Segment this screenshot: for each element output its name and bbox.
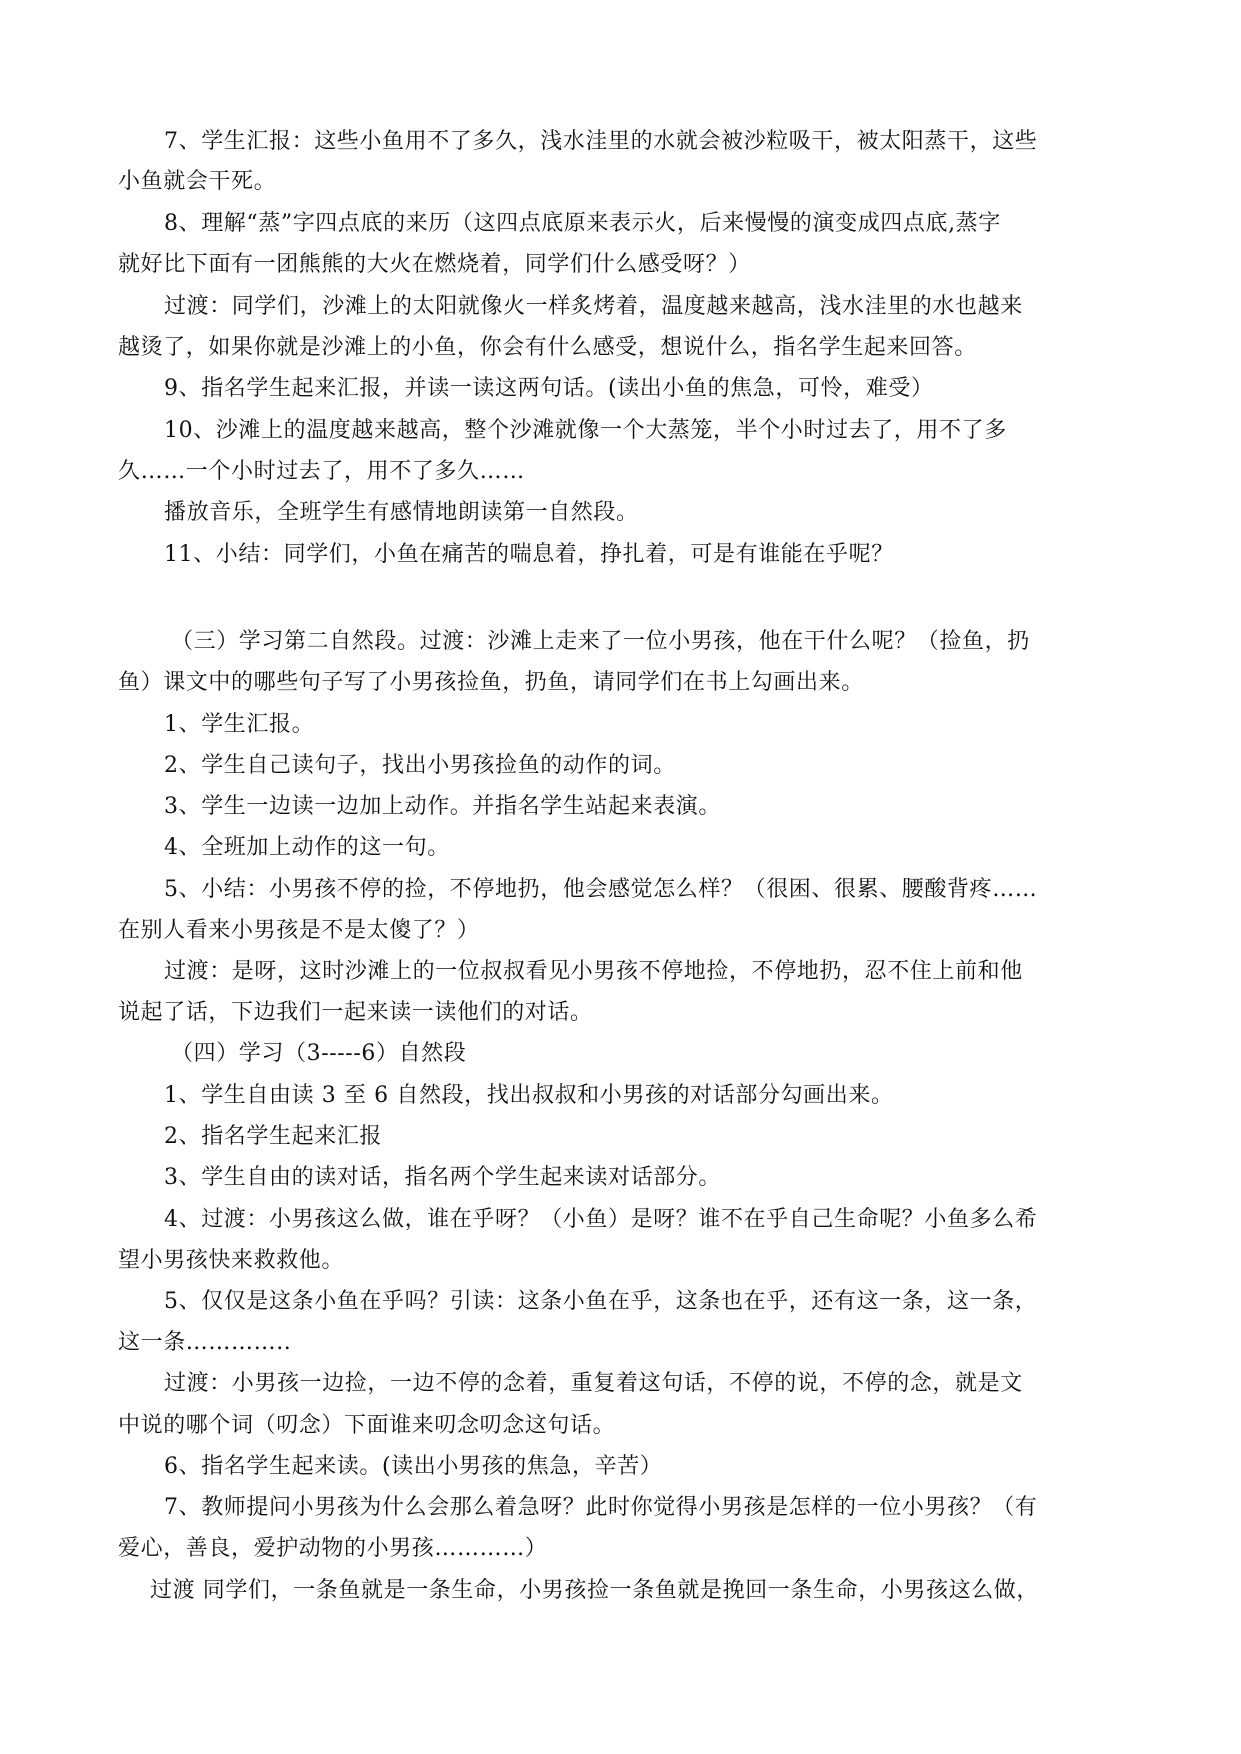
paragraph-line: 越烫了，如果你就是沙滩上的小鱼，你会有什么感受，想说什么，指名学生起来回答。	[118, 335, 977, 360]
paragraph-line: 过渡：同学们，沙滩上的太阳就像火一样炙烤着，温度越来越高，浅水洼里的水也越来	[164, 294, 1023, 319]
paragraph-line: 就好比下面有一团熊熊的大火在燃烧着，同学们什么感受呀？）	[118, 252, 751, 277]
paragraph-line: 2、指名学生起来汇报	[164, 1124, 382, 1149]
paragraph-line: 这一条…………..	[118, 1330, 292, 1355]
paragraph-line: 望小男孩快来救救他。	[118, 1248, 345, 1273]
section-heading-line: （四）学习（3-----6）自然段	[171, 1041, 467, 1066]
paragraph-line: 3、学生自由的读对话，指名两个学生起来读对话部分。	[164, 1165, 721, 1190]
paragraph-line: 中说的哪个词（叨念）下面谁来叨念叨念这句话。	[118, 1413, 616, 1438]
paragraph-line: 7、教师提问小男孩为什么会那么着急呀？此时你觉得小男孩是怎样的一位小男孩？（有	[164, 1495, 1038, 1520]
paragraph-line: 5、小结：小男孩不停的捡，不停地扔，他会感觉怎么样？（很困、很累、腰酸背疼……	[164, 877, 1038, 902]
paragraph-line: 10、沙滩上的温度越来越高，整个沙滩就像一个大蒸笼，半个小时过去了，用不了多	[164, 418, 1007, 443]
paragraph-line: 8、理解“蒸”字四点底的来历（这四点底原来表示火，后来慢慢的演变成四点底,蒸字	[164, 211, 1001, 236]
section-heading-line: （三）学习第二自然段。过渡：沙滩上走来了一位小男孩，他在干什么呢？（捡鱼，扔	[171, 629, 1030, 654]
paragraph-line: 3、学生一边读一边加上动作。并指名学生站起来表演。	[164, 794, 721, 819]
paragraph-line: 6、指名学生起来读。(读出小男孩的焦急，辛苦）	[164, 1454, 663, 1479]
paragraph-line: 在别人看来小男孩是不是太傻了？）	[118, 918, 480, 943]
paragraph-line: 1、学生自由读 3 至 6 自然段，找出叔叔和小男孩的对话部分勾画出来。	[164, 1083, 894, 1108]
paragraph-line: 过渡：小男孩一边捡，一边不停的念着，重复着这句话，不停的说，不停的念，就是文	[164, 1371, 1023, 1396]
paragraph-line: 爱心，善良，爱护动物的小男孩…………）	[118, 1536, 548, 1561]
paragraph-line: 11、小结：同学们，小鱼在痛苦的喘息着，挣扎着，可是有谁能在乎呢？	[164, 542, 894, 567]
paragraph-line: 过渡 同学们，一条鱼就是一条生命，小男孩捡一条鱼就是挽回一条生命，小男孩这么做，	[150, 1578, 1039, 1603]
paragraph-line: 过渡：是呀，这时沙滩上的一位叔叔看见小男孩不停地捡，不停地扔，忍不住上前和他	[164, 959, 1023, 984]
paragraph-line: 7、学生汇报：这些小鱼用不了多久，浅水洼里的水就会被沙粒吸干，被太阳蒸干，这些	[164, 129, 1038, 154]
paragraph-line: 鱼）课文中的哪些句子写了小男孩捡鱼，扔鱼，请同学们在书上勾画出来。	[118, 670, 864, 695]
paragraph-line: 久……一个小时过去了，用不了多久……	[118, 459, 525, 484]
paragraph-line: 4、过渡：小男孩这么做，谁在乎呀？（小鱼）是呀？谁不在乎自己生命呢？小鱼多么希	[164, 1207, 1038, 1232]
paragraph-line: 2、学生自己读句子，找出小男孩捡鱼的动作的词。	[164, 753, 676, 778]
paragraph-line: 1、学生汇报。	[164, 712, 315, 737]
paragraph-line: 说起了话，下边我们一起来读一读他们的对话。	[118, 1000, 593, 1025]
paragraph-line: 小鱼就会干死。	[118, 169, 277, 194]
paragraph-line: 5、仅仅是这条小鱼在乎吗？引读：这条小鱼在乎，这条也在乎，还有这一条，这一条，	[164, 1289, 1038, 1314]
paragraph-line: 9、指名学生起来汇报，并读一读这两句话。(读出小鱼的焦急，可怜，难受）	[164, 376, 934, 401]
paragraph-line: 4、全班加上动作的这一句。	[164, 835, 450, 860]
paragraph-line: 播放音乐，全班学生有感情地朗读第一自然段。	[164, 500, 639, 525]
